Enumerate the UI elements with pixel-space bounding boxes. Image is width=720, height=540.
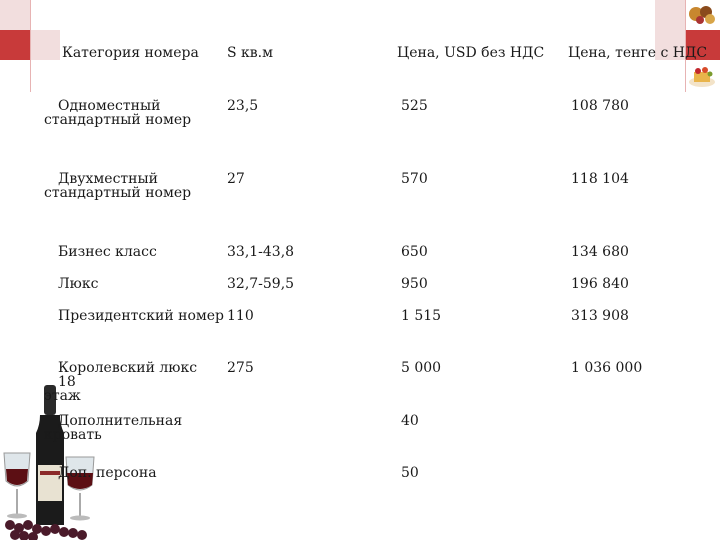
- cell-category: Президентский номер: [58, 308, 225, 324]
- cell-usd: 40: [401, 413, 419, 429]
- header-price-kzt: Цена, тенге с НДС: [568, 45, 708, 61]
- cell-kzt: 134 680: [571, 244, 629, 260]
- cell-area: 110: [227, 308, 254, 324]
- cell-kzt: 118 104: [571, 171, 629, 187]
- category-line: стандартный номер: [44, 185, 192, 201]
- cell-area: 275: [227, 360, 254, 376]
- table-row-category: [44, 99, 214, 127]
- table-row-category: [44, 172, 214, 200]
- cell-kzt: 108 780: [571, 98, 629, 114]
- cell-area: 27: [227, 171, 245, 187]
- cell-usd: 5 000: [401, 360, 442, 376]
- category-line: Двухместный: [58, 171, 158, 187]
- cell-category: Бизнес класс: [58, 244, 157, 260]
- cell-category: Люкс: [58, 276, 99, 292]
- category-line: Одноместный: [58, 98, 161, 114]
- cell-usd: 950: [401, 276, 428, 292]
- table-row-category: [44, 361, 214, 403]
- cell-usd: 1 515: [401, 308, 442, 324]
- cell-area: 23,5: [227, 98, 259, 114]
- cell-area: 32,7-59,5: [227, 276, 295, 292]
- cell-usd: 570: [401, 171, 428, 187]
- cell-area: 33,1-43,8: [227, 244, 295, 260]
- header-area: S кв.м: [227, 45, 274, 61]
- header-category: Категория номера: [62, 45, 199, 61]
- cell-kzt: 313 908: [571, 308, 629, 324]
- cell-kzt: 1 036 000: [571, 360, 643, 376]
- cell-category: Доп. персона: [58, 465, 157, 481]
- category-line: этаж: [44, 388, 81, 404]
- category-line: Королевский люкс 18: [58, 360, 198, 390]
- cell-usd: 50: [401, 465, 419, 481]
- category-line: кровать: [44, 427, 102, 443]
- table-row-category: [44, 414, 214, 442]
- cell-kzt: 196 840: [571, 276, 629, 292]
- header-price-usd: Цена, USD без НДС: [397, 45, 545, 61]
- category-line: стандартный номер: [44, 112, 192, 128]
- cell-usd: 650: [401, 244, 428, 260]
- category-line: Дополнительная: [58, 413, 183, 429]
- cell-usd: 525: [401, 98, 428, 114]
